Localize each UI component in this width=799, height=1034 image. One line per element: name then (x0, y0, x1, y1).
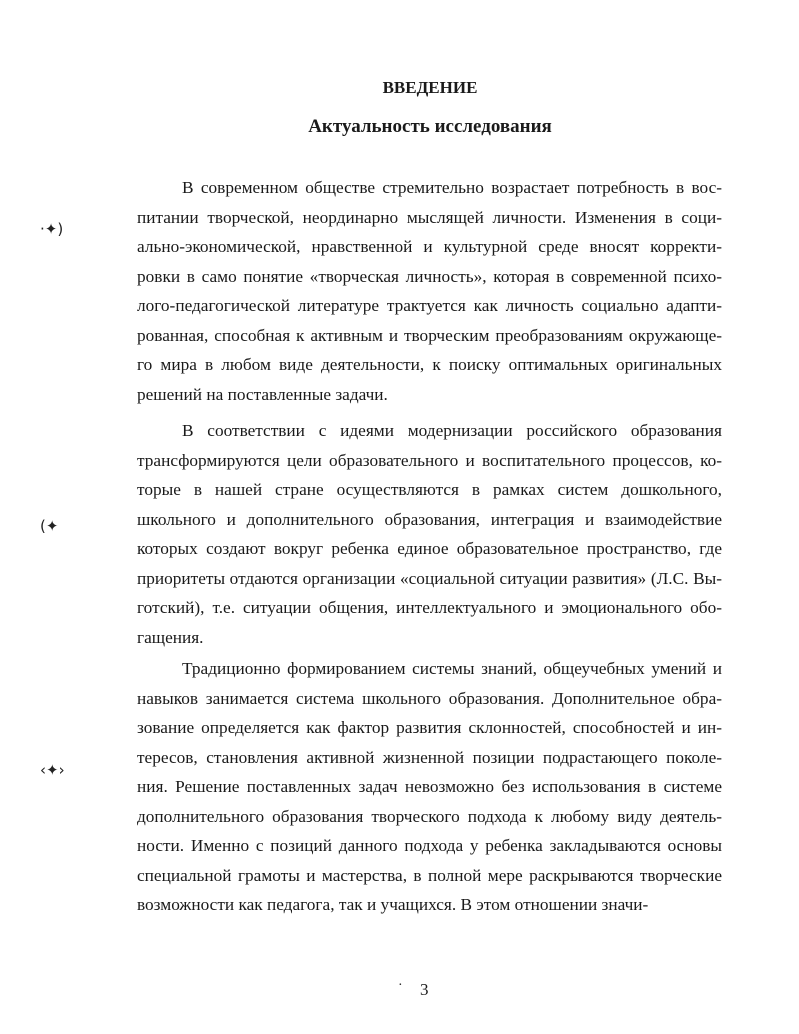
paragraph-2 (137, 416, 722, 652)
text-line: го мира в любом виде деятельности, к поиску оптимальных оригинальных (137, 355, 722, 374)
margin-stamp-icon: (✦ (40, 517, 59, 535)
text-line: ния. Решение поставленных задач невозможно без использования в системе (137, 777, 722, 796)
page-number: 3 (420, 980, 429, 999)
text-line: ности. Именно с позиций данного подхода у ребенка закладываются основы (137, 836, 722, 855)
text-line: рованная, способная к активным и творческим преобразованиям окружающе- (137, 325, 722, 345)
text-line: лого-педагогической литературе трактуется как личность социально адапти- (137, 296, 722, 315)
scan-dot: · (398, 978, 403, 993)
text-line: которых создают вокруг ребенка единое образовательное пространство, где (137, 539, 722, 558)
text-line: возможности как педагога, так и учащихся. В этом отношении значи- (137, 895, 649, 914)
paragraph-3 (137, 654, 722, 920)
text-line: готский), т.е. ситуации общения, интеллектуального и эмоционального обо- (137, 598, 722, 617)
text-line: дополнительного образования творческого подхода к любому виду деятель- (137, 806, 722, 826)
text-line: торые в нашей стране осуществляются в рамках систем дошкольного, (137, 480, 722, 499)
text-line: Традиционно формированием системы знаний, общеучебных умений и (182, 659, 722, 678)
text-line: зование определяется как фактор развития склонностей, способностей и ин- (137, 718, 722, 737)
paragraph-1 (137, 173, 722, 409)
text-line: навыков занимается система школьного образования. Дополнительное обра- (137, 688, 722, 708)
text-line: трансформируются цели образовательного и воспитательного процессов, ко- (137, 450, 722, 470)
text-line: тересов, становления активной жизненной позиции подрастающего поколе- (137, 747, 722, 767)
text-line: ально-экономической, нравственной и культурной среде вносят корректи- (137, 237, 722, 256)
margin-stamp-icon: ‹✦› (40, 761, 65, 779)
margin-stamp-icon: ·✦) (40, 220, 64, 238)
text-line: питании творческой, неординарно мыслящей личности. Изменения в соци- (137, 207, 722, 227)
text-line: В современном обществе стремительно возрастает потребность в вос- (182, 178, 722, 197)
text-line: специальной грамоты и мастерства, в полной мере раскрываются творческие (137, 865, 722, 885)
text-line: ровки в само понятие «творческая личность», которая в современной психо- (137, 266, 722, 286)
text-line: В соответствии с идеями модернизации российского образования (182, 421, 722, 440)
text-line: приоритеты отдаются организации «социальной ситуации развития» (Л.С. Вы- (137, 568, 722, 588)
page-heading: ВВЕДЕНИЕ (382, 78, 478, 97)
text-line: решений на поставленные задачи. (137, 384, 388, 404)
text-line: школьного и дополнительного образования, интеграция и взаимодействие (137, 509, 722, 529)
text-line: гащения. (137, 627, 204, 647)
section-subheading: Актуальность исследования (308, 116, 552, 137)
